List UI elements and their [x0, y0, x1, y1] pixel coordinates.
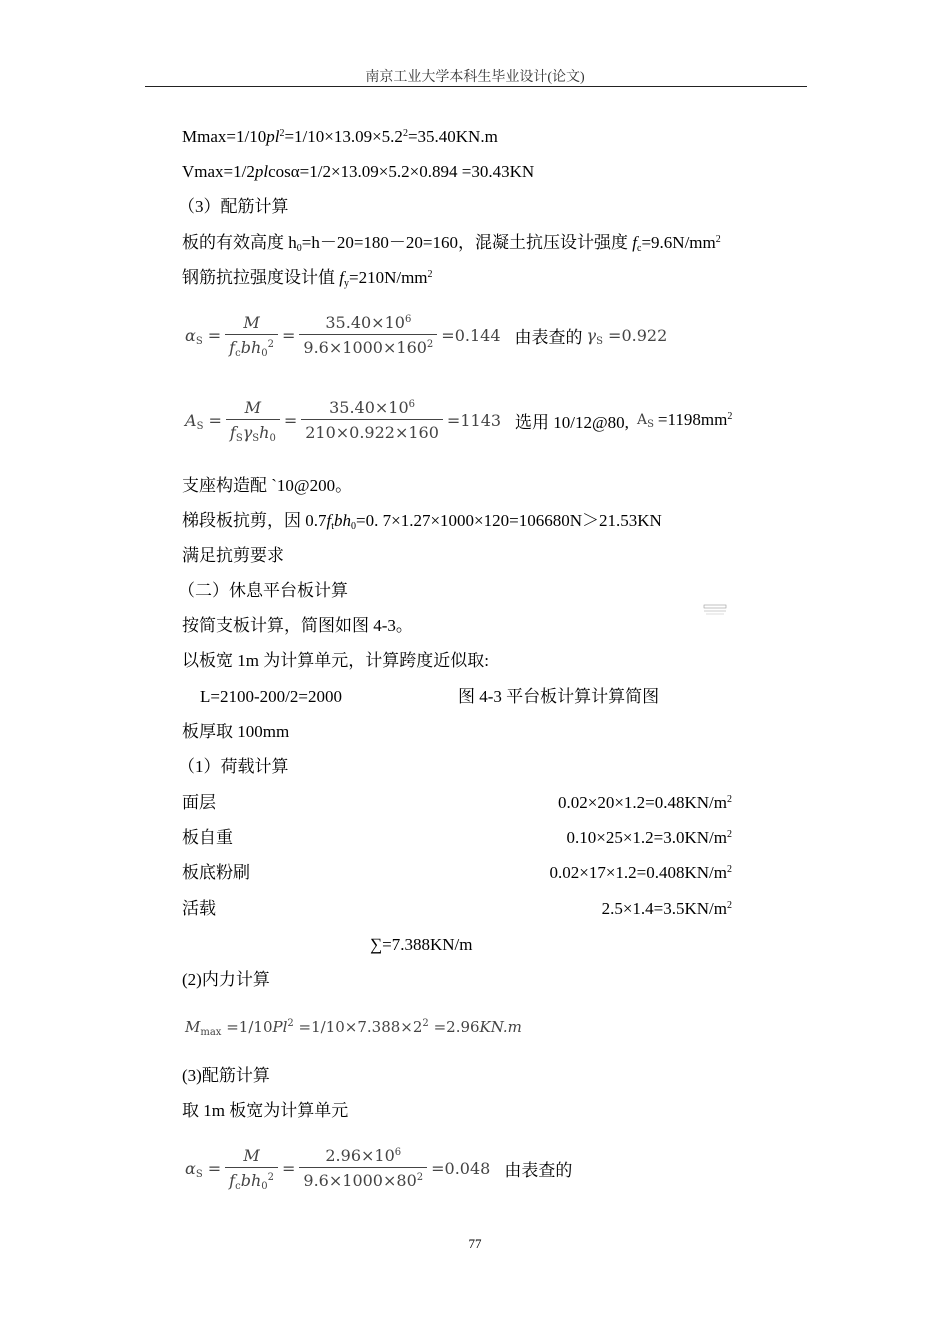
load-name-1: 板自重 — [182, 828, 233, 847]
figure-caption: 图 4-3 平台板计算计算简图 — [458, 687, 660, 706]
alpha-s-equation-2: $\alpha_S$ = $\frac{M}{f_cbh_0^2}$ = $\frac{2.96\times 10^6}{9.6\times 1000\times 80^2}$ =0.048 由表查的 — [185, 1146, 573, 1192]
thickness-line: 板厚取 100mm — [182, 722, 290, 741]
load-name-2: 板底粉刷 — [182, 863, 250, 882]
header-rule — [145, 86, 807, 87]
load-name-3: 活载 — [182, 899, 216, 918]
effective-height-line: 板的有效高度 $h_0=h-20=180-20=160$，混凝土抗压设计强度 $f_c=9.6N/mm^2$ — [182, 233, 721, 254]
section-internal-force: (2)内力计算 — [182, 970, 270, 989]
steel-strength-line: 钢筋抗拉强度设计值 $f_y=210N/mm^2$ — [182, 268, 433, 289]
span-line: L=2100-200/2=2000 — [200, 687, 342, 706]
load-value-1: $0.10\times 25\times 1.2=3.0KN/m^2$ — [566, 828, 732, 847]
page-header: 南京工业大学本科生毕业设计(论文) — [365, 70, 585, 85]
section-load-calc: （1）荷载计算 — [178, 757, 289, 776]
simple-support-line: 按简支板计算，简图如图 4-3。 — [182, 616, 413, 635]
vmax-line: Vmax=1/2plcosα=1/2×13.09×5.2×0.894 =30.43KN — [182, 162, 535, 181]
load-sum: ∑=7.388KN/m — [370, 935, 473, 954]
section-platform-slab: （二）休息平台板计算 — [178, 581, 348, 600]
mmax-equation: $M_{max} =1/10Pl^2 =1/10\times 7.388\times 2^2 =2.96KN.m$ — [185, 1018, 522, 1038]
alpha-s-equation: $\alpha_S$ = $\frac{M}{f_cbh_0^2}$ = $\frac{35.40\times 10^6}{9.6\times 1000\times 160^2}$ =0.144 由表查的 $\gamma_S =0.922$ — [185, 313, 668, 359]
section-rebar-calc: （3）配筋计算 — [178, 197, 289, 216]
section-rebar-calc-2: (3)配筋计算 — [182, 1066, 270, 1085]
mmax-line: $Mmax=1/10pl^2=1/10\times 13.09\times 5.2^2=35.40KN.m$ — [182, 127, 498, 146]
shear-check-line: 梯段板抗剪，因 $0.7f_tbh_0=0$. 7×1.27×1000×120=106680N＞21.53KN — [182, 511, 662, 532]
load-value-0: $0.02\times 20\times 1.2=0.48KN/m^2$ — [557, 793, 732, 812]
load-name-0: 面层 — [182, 793, 216, 812]
unit-width-line: 以板宽 1m 为计算单元，计算跨度近似取: — [182, 651, 489, 670]
load-value-3: $2.5\times 1.4=3.5KN/m^2$ — [601, 899, 732, 918]
page-number: 77 — [468, 1236, 482, 1251]
shear-ok-line: 满足抗剪要求 — [182, 546, 284, 565]
figure-4-3-thumbnail — [702, 603, 728, 617]
support-rebar-line: 支座构造配 `10@200。 — [182, 476, 353, 495]
load-value-2: $0.02\times 17\times 1.2=0.408KN/m^2$ — [549, 863, 732, 882]
unit-width-line-2: 取 1m 板宽为计算单元 — [182, 1101, 349, 1120]
as-equation: $A_S$ = $\frac{M}{f_S\gamma_Sh_0}$ = $\frac{35.40\times 10^6}{210\times 0.922\times 160}$ =1143 选用 10/12@80, $A_S$ $=1198mm^2$ — [185, 398, 733, 444]
